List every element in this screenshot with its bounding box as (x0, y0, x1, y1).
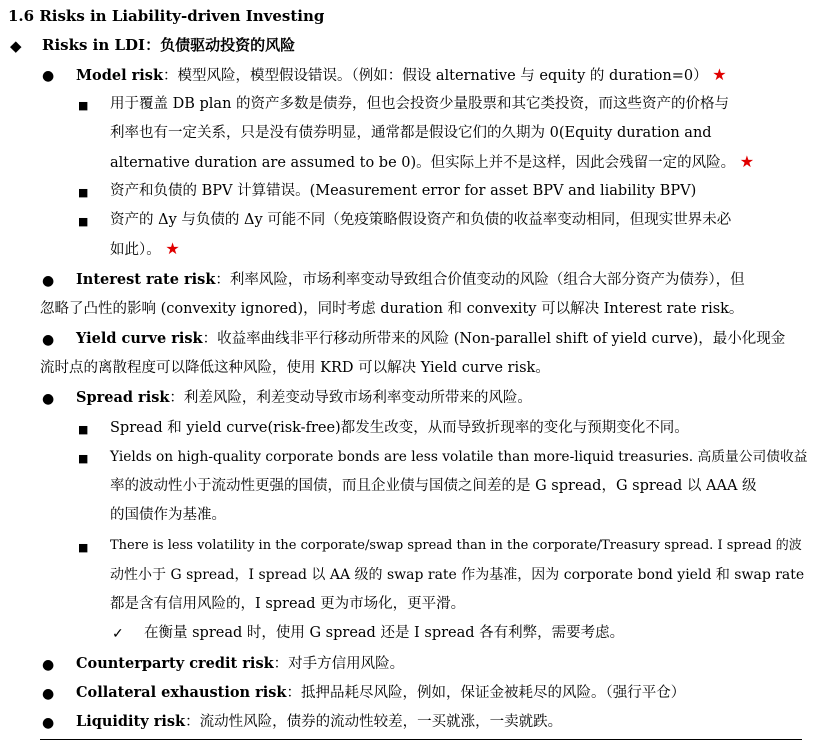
spread-risk-sub-2-line-3: 的国债作为基准。 (110, 507, 226, 523)
diamond-bullet-icon: ◆ (10, 37, 22, 55)
circle-bullet-icon: ● (42, 391, 55, 407)
star-icon: ★ (739, 152, 755, 171)
section-title: 1.6 Risks in Liability-driven Investing (8, 7, 325, 25)
circle-bullet-icon: ● (42, 715, 55, 731)
model-risk-sub-3-line-2-wrap (110, 239, 180, 260)
model-risk-label: Model risk (76, 67, 163, 84)
liquidity-risk-label: Liquidity risk (76, 713, 186, 730)
circle-bullet-icon: ● (42, 68, 55, 84)
model-risk-sub-2: 资产和负债的 BPV 计算错误。(Measurement error for asset BPV and liability BPV) (110, 183, 697, 199)
yield-curve-risk-text: ：收益率曲线非平行移动所带来的风险 (Non-parallel shift of yield curve)，最小化现金 (202, 331, 786, 347)
model-risk-sub-1-line-3-wrap (110, 152, 754, 173)
counterparty-risk-text: ：对手方信用风险。 (273, 656, 405, 672)
counterparty-risk-item (76, 654, 404, 674)
ldi-heading: Risks in LDI：负债驱动投资的风险 (42, 36, 296, 54)
collateral-risk-label: Collateral exhaustion risk (76, 684, 287, 701)
spread-risk-item (76, 388, 532, 408)
spread-risk-sub-3-line-2: 动性小于 G spread，I spread 以 AA 级的 swap rate 作为基准，因为 corporate bond yield 和 swap rate (110, 567, 805, 583)
circle-bullet-icon: ● (42, 686, 55, 702)
spread-risk-sub-3-line-1: There is less volatility in the corporate/swap spread than in the corporate/Treasury spread. I spread 的波 (110, 538, 802, 553)
star-icon: ★ (165, 239, 180, 258)
star-icon: ★ (712, 65, 727, 84)
square-bullet-icon: ■ (78, 452, 89, 465)
square-bullet-icon: ■ (78, 541, 89, 554)
interest-rate-risk-label: Interest rate risk (76, 271, 216, 288)
model-risk-sub-1-line-2: 利率也有一定关系，只是没有债券明显，通常都是假设它们的久期为 0(Equity duration and (110, 125, 712, 141)
model-risk-sub-3-line-2: 如此）。 (110, 242, 161, 258)
liquidity-risk-text: ：流动性风险，债券的流动性较差，一买就涨，一卖就跌。 (185, 714, 563, 730)
interest-rate-risk-line-1 (76, 270, 745, 290)
counterparty-risk-label: Counterparty credit risk (76, 655, 274, 672)
bottom-divider (40, 739, 802, 740)
spread-risk-text: ：利差风险，利差变动导致市场利率变动所带来的风险。 (169, 390, 532, 406)
check-mark-icon: ✓ (112, 626, 124, 642)
spread-risk-check-item: 在衡量 spread 时，使用 G spread 还是 I spread 各有利弊，需要考虑。 (144, 625, 625, 641)
model-risk-sub-1-line-3: alternative duration are assumed to be 0)。但实际上并不是这样，因此会残留一定的风险。 (110, 155, 736, 171)
spread-risk-sub-2-line-2: 率的波动性小于流动性更强的国债，而且企业债与国债之间差的是 G spread，G spread 以 AAA 级 (110, 478, 757, 494)
model-risk-sub-3-line-1: 资产的 Δy 与负债的 Δy 可能不同（免疫策略假设资产和负债的收益率变动相同，但现实世界未必 (110, 212, 732, 228)
circle-bullet-icon: ● (42, 332, 55, 348)
yield-curve-risk-label: Yield curve risk (76, 330, 203, 347)
spread-risk-sub-2-line-1: Yields on high-quality corporate bonds are less volatile than more-liquid treasuries. 高质量公司债收益 (110, 449, 808, 465)
model-risk-sub-1-line-1: 用于覆盖 DB plan 的资产多数是债券，但也会投资少量股票和其它类投资，而这些资产的价格与 (110, 96, 730, 112)
circle-bullet-icon: ● (42, 657, 55, 673)
spread-risk-sub-1: Spread 和 yield curve(risk-free)都发生改变，从而导致折现率的变化与预期变化不同。 (110, 420, 689, 436)
yield-curve-risk-line-2: 流时点的离散程度可以降低这种风险，使用 KRD 可以解决 Yield curve risk。 (40, 360, 550, 376)
spread-risk-sub-3-line-3: 都是含有信用风险的，I spread 更为市场化，更平滑。 (110, 596, 466, 612)
yield-curve-risk-line-1 (76, 329, 785, 349)
square-bullet-icon: ■ (78, 423, 89, 436)
interest-rate-risk-line-2: 忽略了凸性的影响 (convexity ignored)，同时考虑 duration 和 convexity 可以解决 Interest rate risk。 (40, 301, 744, 317)
circle-bullet-icon: ● (42, 273, 55, 289)
square-bullet-icon: ■ (78, 215, 89, 228)
square-bullet-icon: ■ (78, 99, 89, 112)
model-risk-text: ：模型风险，模型假设错误。（例如：假设 alternative 与 equity 的 duration=0） (163, 68, 708, 84)
spread-risk-label: Spread risk (76, 389, 170, 406)
collateral-risk-text: ：抵押品耗尽风险，例如，保证金被耗尽的风险。（强行平仓） (286, 685, 686, 701)
collateral-risk-item (76, 683, 685, 703)
interest-rate-risk-text: ：利率风险，市场利率变动导致组合价值变动的风险（组合大部分资产为债券），但 (215, 272, 745, 288)
liquidity-risk-item (76, 712, 562, 732)
square-bullet-icon: ■ (78, 186, 89, 199)
model-risk-item (76, 65, 727, 86)
